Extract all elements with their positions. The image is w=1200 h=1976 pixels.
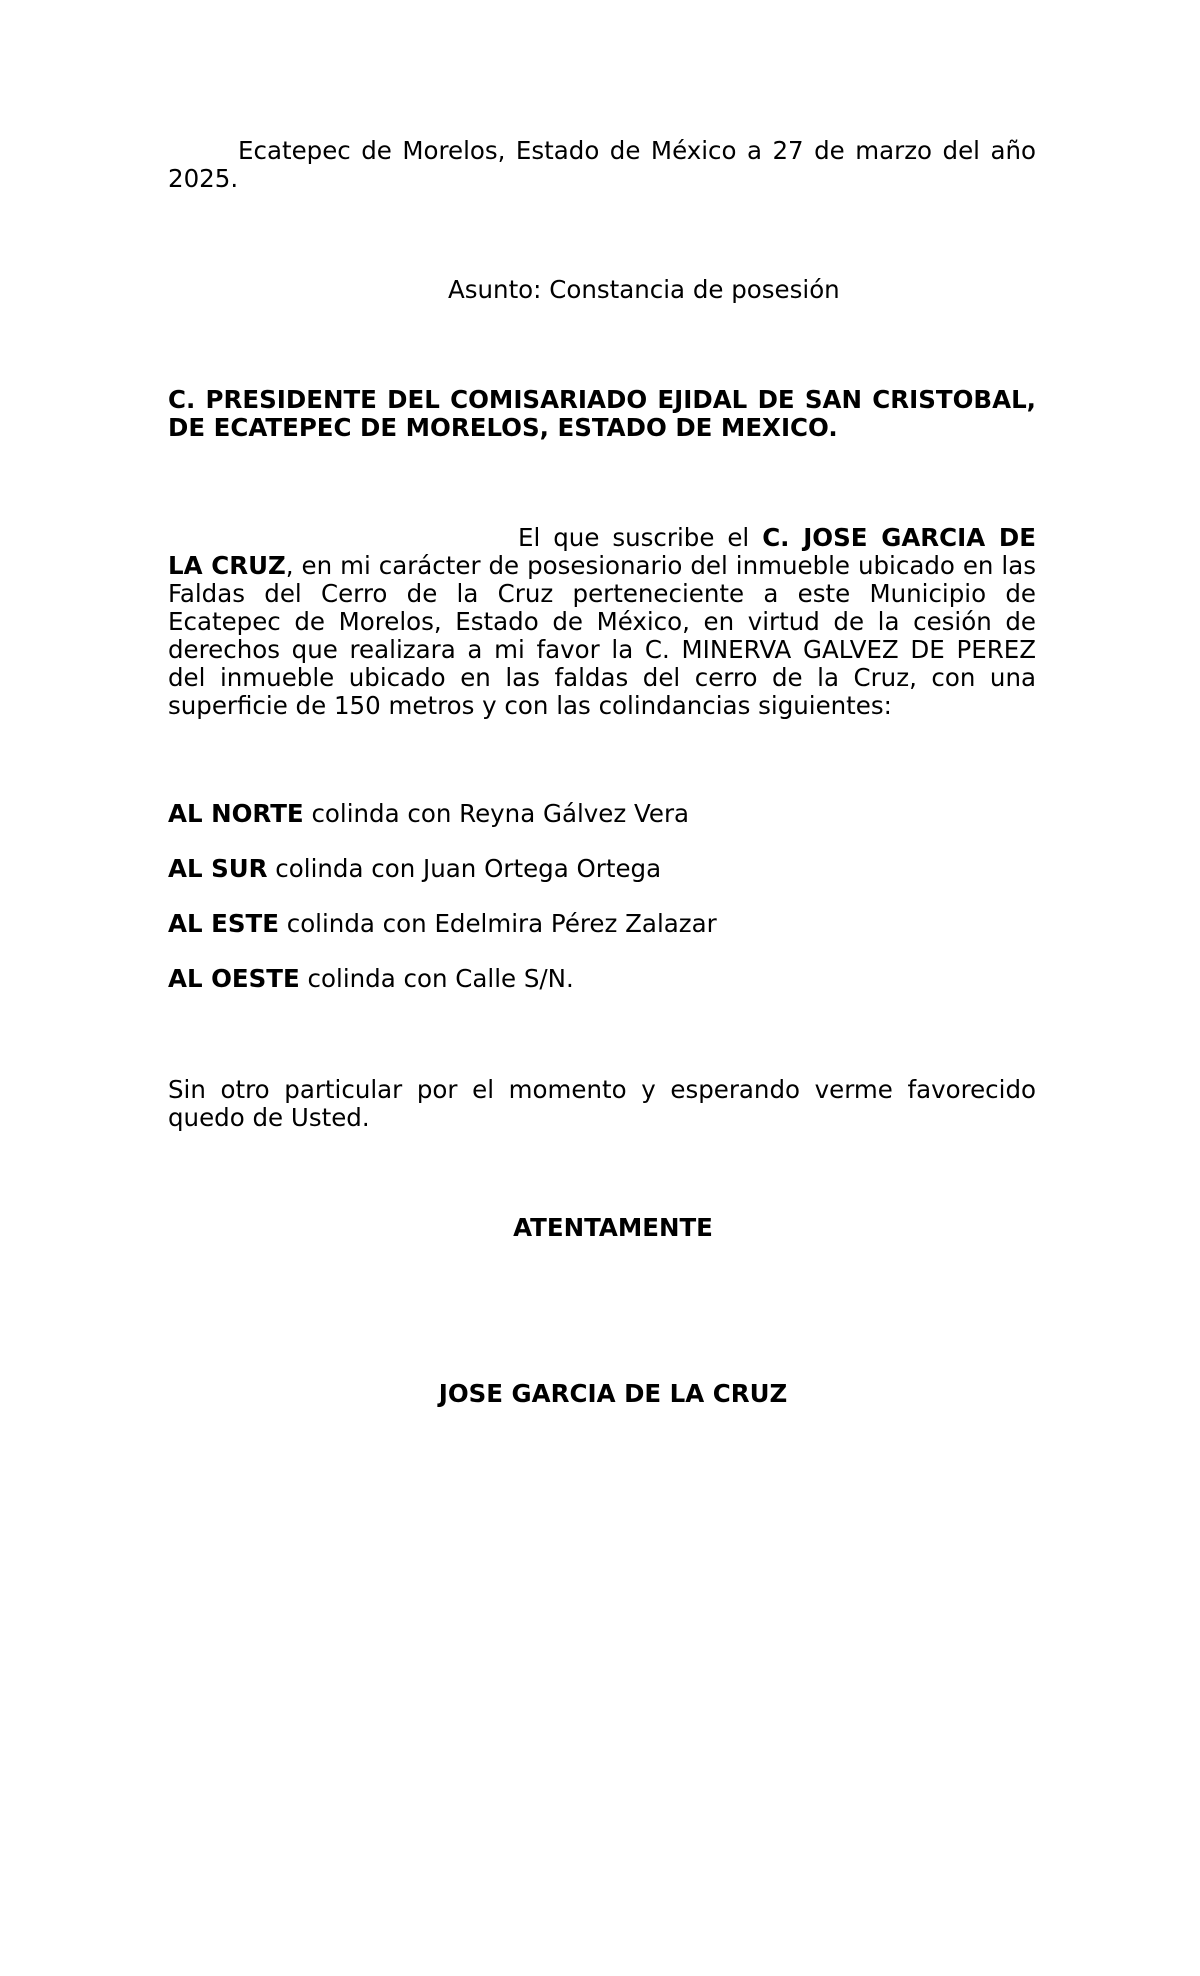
boundary-direction: AL SUR [168,854,268,883]
farewell: ATENTAMENTE [513,1213,713,1242]
boundary-west [168,965,1036,993]
body-paragraph [168,524,1036,720]
boundary-direction: AL OESTE [168,964,300,993]
subject-line: Asunto: Constancia de posesión [448,275,840,304]
boundary-south [168,855,1036,883]
boundary-direction: AL NORTE [168,799,304,828]
signature-name: JOSE GARCIA DE LA CRUZ [438,1379,788,1408]
recipient-heading: C. PRESIDENTE DEL COMISARIADO EJIDAL DE SAN CRISTOBAL, DE ECATEPEC DE MORELOS, ESTADO DE MEXICO. [168,385,1036,442]
boundary-text: colinda con Calle S/N. [299,964,574,993]
boundary-direction: AL ESTE [168,909,279,938]
boundary-text: colinda con Juan Ortega Ortega [267,854,662,883]
date-line: Ecatepec de Morelos, Estado de México a 27 de marzo del año 2025. [168,136,1036,193]
body-text: , en mi carácter de posesionario del inmueble ubicado en las Faldas del Cerro de la Cruz perteneciente a este Municipio de Ecatepec de Morelos, Estado de México, en virtud de la cesión de derechos que realizara a mi favor la C. MINERVA GALVEZ DE PEREZ del inmueble ubicado en las faldas del cerro de la Cruz, con una superficie de 150 metros y con las colindancias siguientes: [168,551,1036,720]
boundary-east [168,910,1036,938]
body-intro: El que suscribe el [518,523,763,552]
boundary-text: colinda con Reyna Gálvez Vera [303,799,690,828]
boundary-text: colinda con Edelmira Pérez Zalazar [278,909,717,938]
closing-paragraph: Sin otro particular por el momento y esperando verme favorecido quedo de Usted. [168,1075,1036,1132]
subscriber-name: C. JOSE GARCIA DE LA CRUZ [168,523,1036,580]
boundary-north [168,800,1036,828]
